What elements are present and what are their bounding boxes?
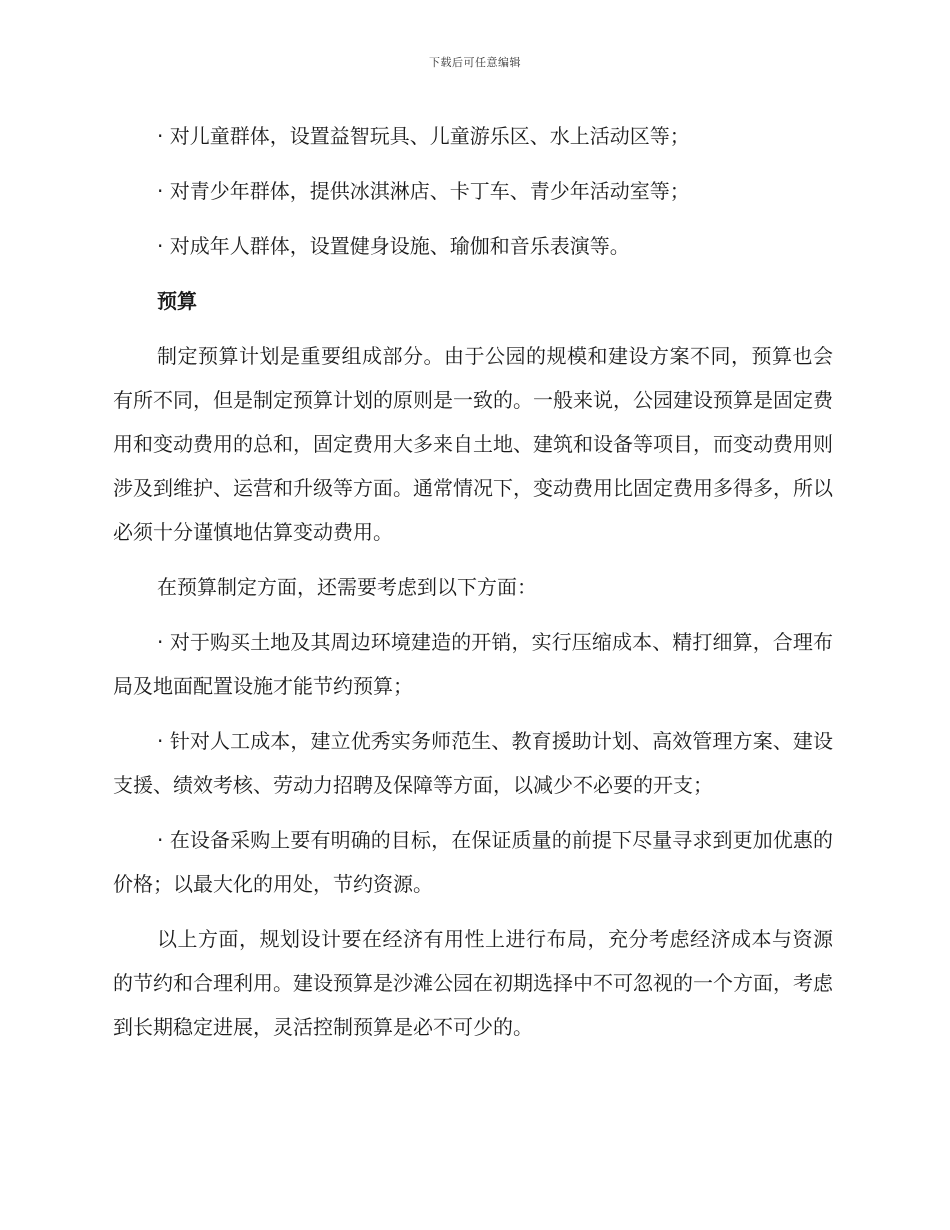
bullet-teenagers: · 对青少年群体，提供冰淇淋店、卡丁车、青少年活动室等； [157, 179, 690, 203]
section-heading-budget: 预算 [157, 289, 197, 313]
document-body [113, 114, 833, 1060]
bullet-equipment-purchase: · 在设备采购上要有明确的目标，在保证质量的前提下尽量寻求到更加优惠的价格；以最大化的用处，节约资源。 [113, 828, 833, 896]
budget-conclusion-paragraph: 以上方面，规划设计要在经济有用性上进行布局，充分考虑经济成本与资源的节约和合理利用。建设预算是沙滩公园在初期选择中不可忽视的一个方面，考虑到长期稳定进展，灵活控制预算是必不可少的。 [113, 927, 833, 1039]
budget-intro-paragraph: 制定预算计划是重要组成部分。由于公园的规模和建设方案不同，预算也会有所不同，但是制定预算计划的原则是一致的。一般来说，公园建设预算是固定费用和变动费用的总和，固定费用大多来自土地、建筑和设备等项目，而变动费用则涉及到维护、运营和升级等方面。通常情况下，变动费用比固定费用多得多，所以必须十分谨慎地估算变动费用。 [113, 344, 833, 544]
budget-considerations-lead: 在预算制定方面，还需要考虑到以下方面： [157, 575, 537, 599]
page-header: 下载后可任意编辑 [429, 56, 521, 69]
bullet-children: · 对儿童群体，设置益智玩具、儿童游乐区、水上活动区等； [157, 124, 690, 148]
bullet-labor-cost: · 针对人工成本，建立优秀实务师范生、教育援助计划、高效管理方案、建设支援、绩效考核、劳动力招聘及保障等方面，以减少不必要的开支； [113, 729, 833, 797]
bullet-land-cost: · 对于购买土地及其周边环境建造的开销，实行压缩成本、精打细算，合理布局及地面配置设施才能节约预算； [113, 630, 833, 698]
bullet-adults: · 对成年人群体，设置健身设施、瑜伽和音乐表演等。 [157, 234, 630, 258]
